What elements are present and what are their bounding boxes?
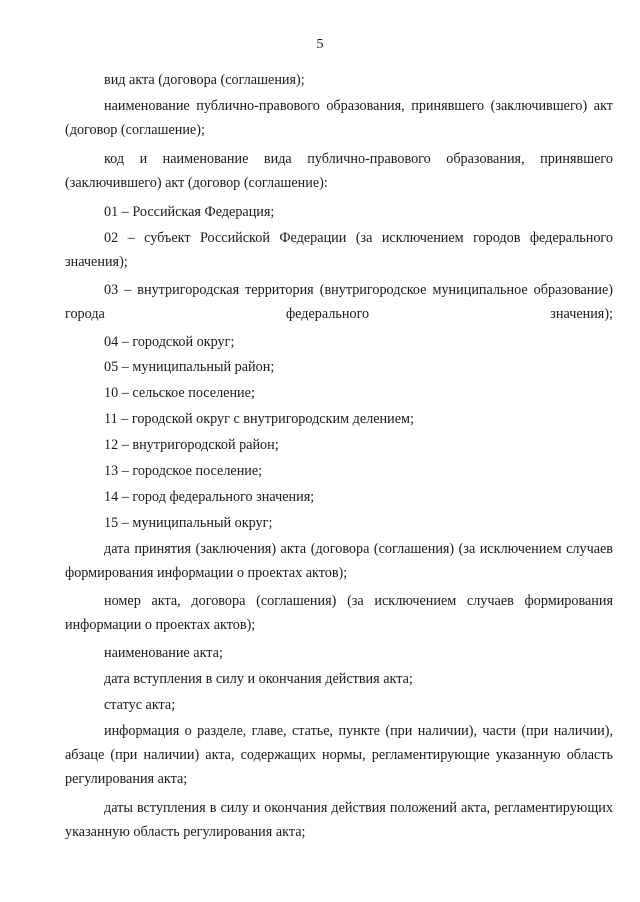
paragraph: информация о разделе, главе, статье, пункте (при наличии), части (при наличии), абзаце (при наличии) акта, содержащих нормы, регламентирующие указанную область регулирования акта; xyxy=(65,723,613,787)
paragraph: 12 – внутригородской район; xyxy=(104,437,279,453)
paragraph: 11 – городской округ с внутригородским делением; xyxy=(104,411,414,427)
paragraph: дата вступления в силу и окончания действия акта; xyxy=(104,671,413,687)
paragraph: 04 – городской округ; xyxy=(104,334,235,350)
paragraph: 13 – городское поселение; xyxy=(104,463,263,479)
paragraph: даты вступления в силу и окончания действия положений акта, регламентирующих указанную область регулирования акта; xyxy=(65,800,613,840)
paragraph: 15 – муниципальный округ; xyxy=(104,515,273,531)
page-number: 5 xyxy=(316,37,324,52)
paragraph: номер акта, договора (соглашения) (за исключением случаев формирования информации о проектах актов); xyxy=(65,593,613,633)
paragraph: 05 – муниципальный район; xyxy=(104,359,275,375)
paragraph: наименование акта; xyxy=(104,645,223,661)
paragraph: код и наименование вида публично-правового образования, принявшего (заключившего) акт (договор (соглашение): xyxy=(65,151,613,191)
paragraph: 02 – субъект Российской Федерации (за исключением городов федерального значения); xyxy=(65,230,613,270)
paragraph: наименование публично-правового образования, принявшего (заключившего) акт (договор (соглашение); xyxy=(65,98,613,138)
paragraph: 01 – Российская Федерация; xyxy=(104,204,275,220)
paragraph: 10 – сельское поселение; xyxy=(104,385,255,401)
paragraph: дата принятия (заключения) акта (договора (соглашения) (за исключением случаев формирования информации о проектах актов); xyxy=(65,541,613,581)
paragraph: статус акта; xyxy=(104,697,176,713)
paragraph: 14 – город федерального значения; xyxy=(104,489,315,505)
paragraph: 03 – внутригородская территория (внутригородское муниципальное образование) города федерального значения); xyxy=(65,282,613,322)
paragraph: вид акта (договора (соглашения); xyxy=(104,72,305,88)
